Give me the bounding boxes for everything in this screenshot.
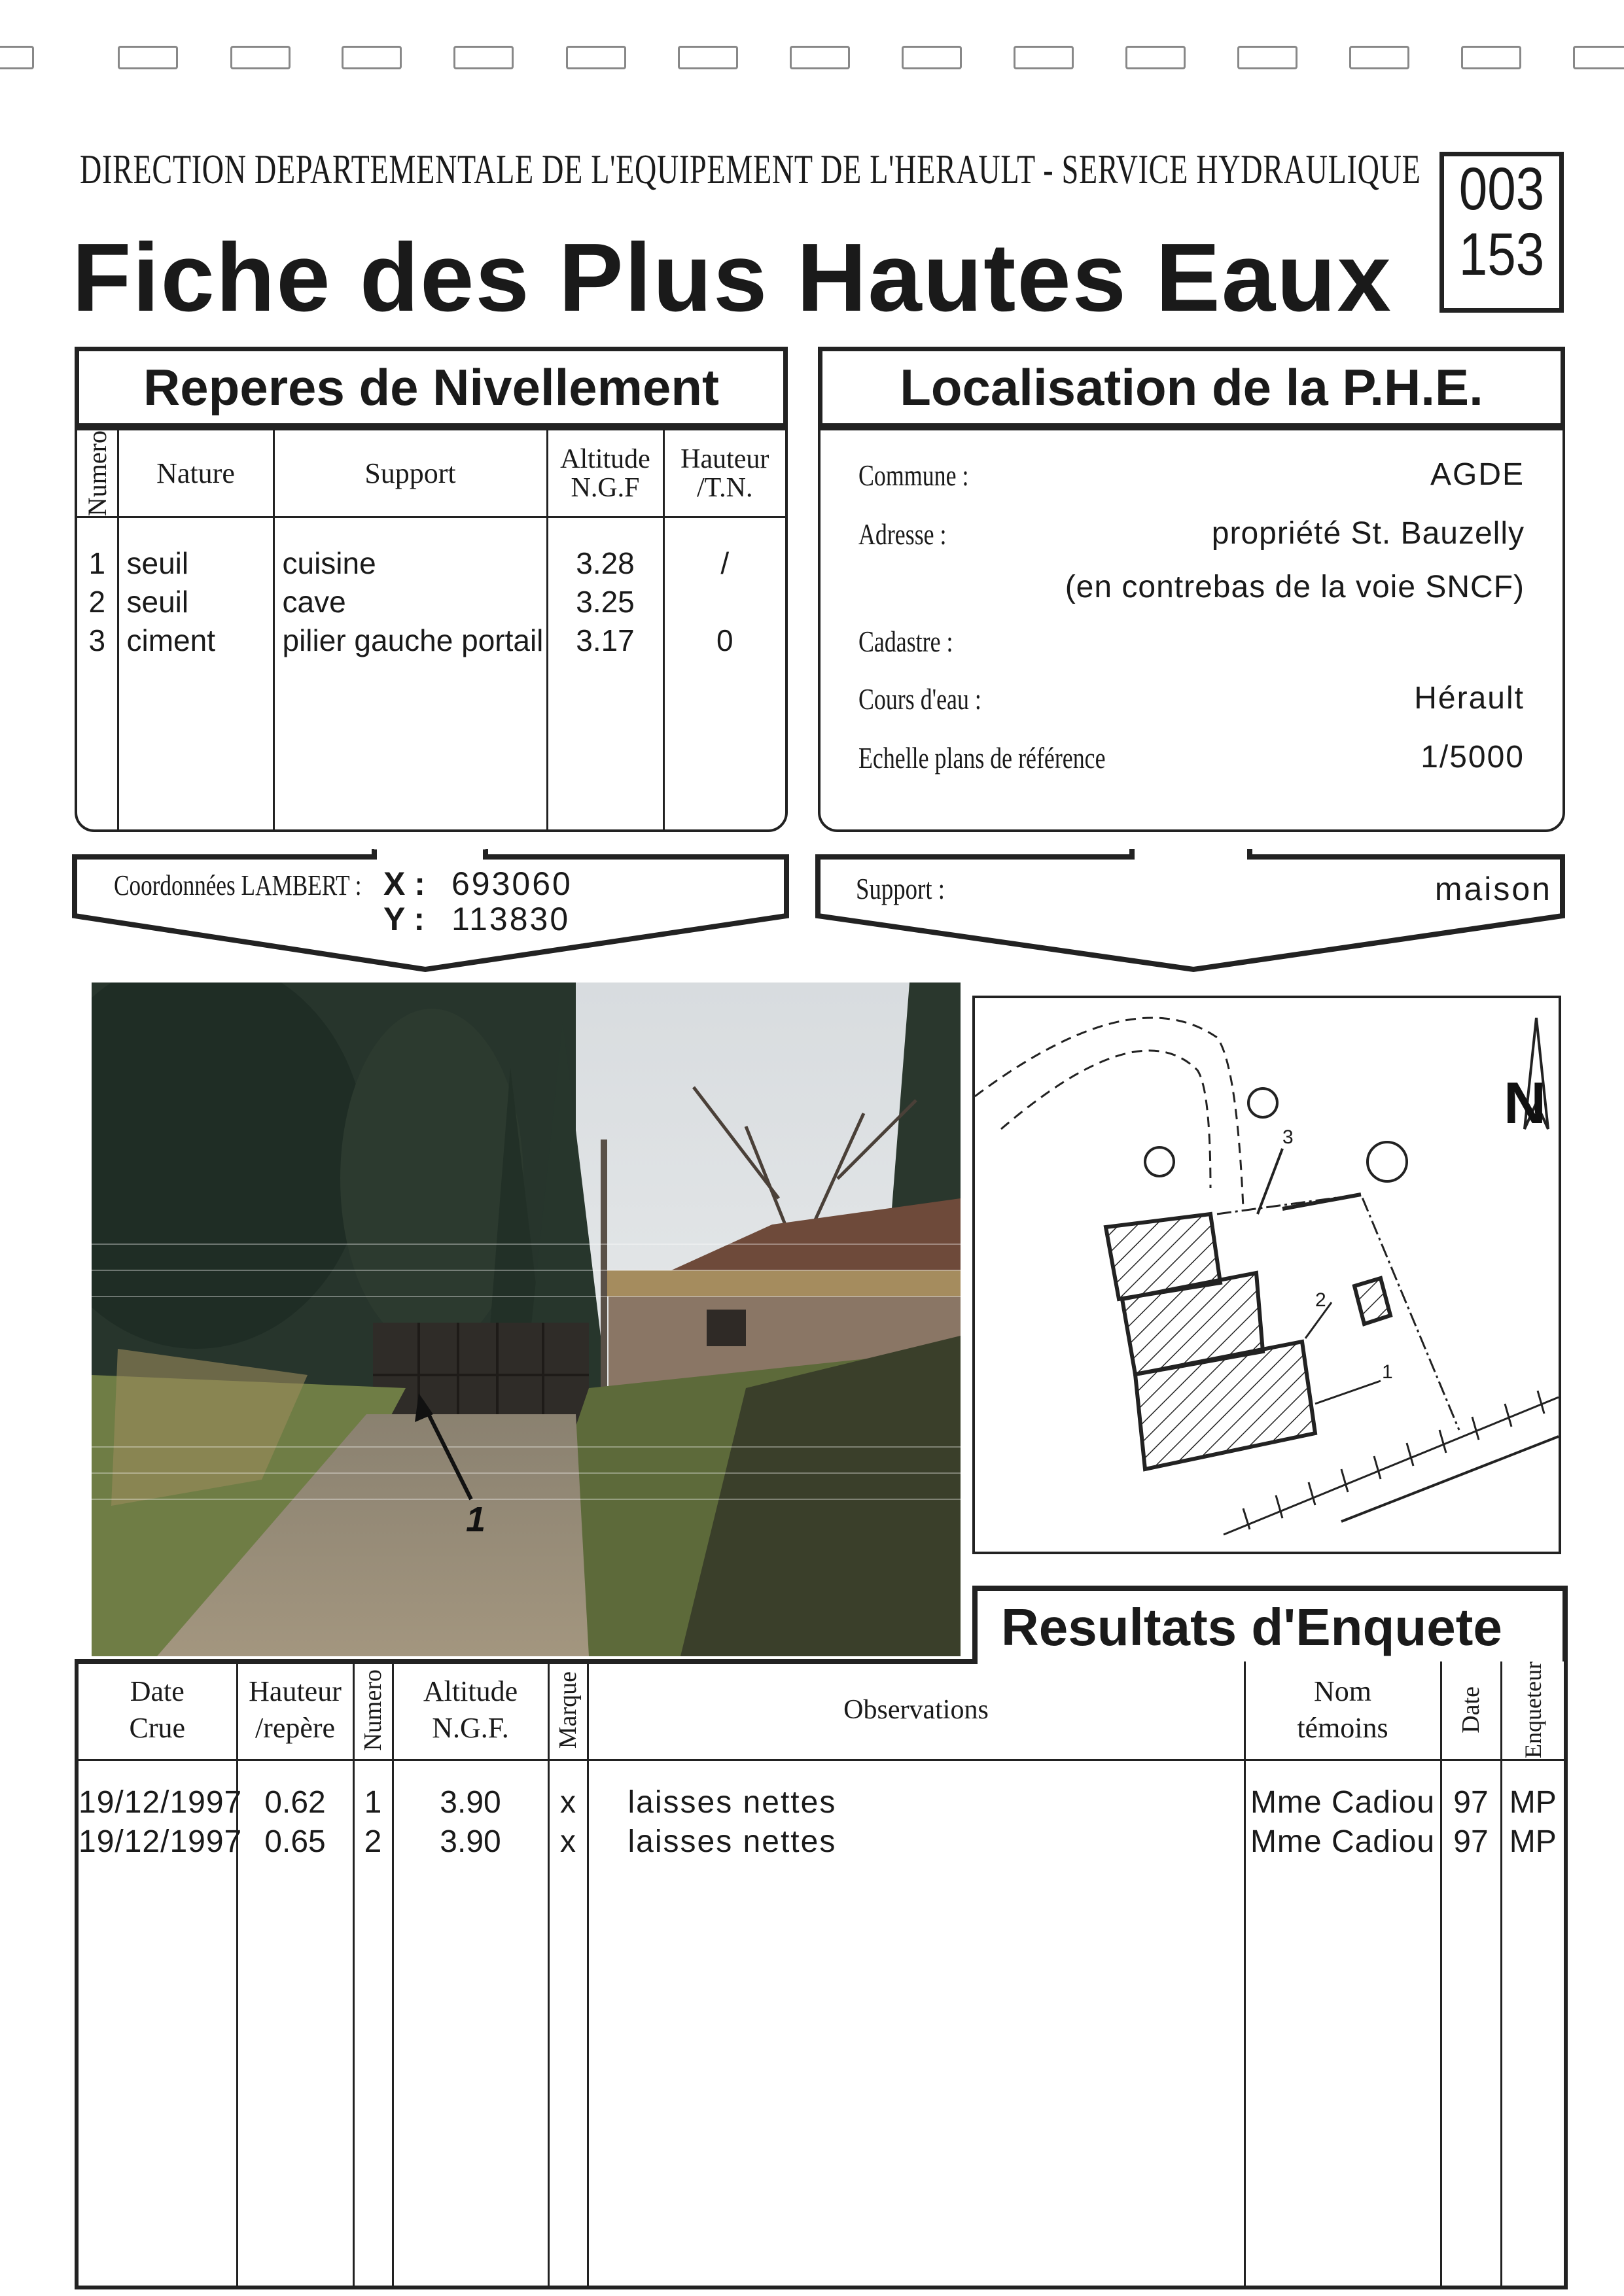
resultats-title: Resultats d'Enquete <box>1001 1598 1502 1656</box>
res-header-nom: Nom témoins <box>1244 1661 1441 1760</box>
echelle-label: Echelle plans de référence <box>858 741 1106 774</box>
binder-hole <box>1237 46 1297 69</box>
commune-label: Commune : <box>858 459 969 492</box>
localisation-frame <box>818 428 1565 832</box>
site-photo <box>92 983 961 1656</box>
res-header-altitude: Altitude N.G.F. <box>393 1661 548 1760</box>
res-header-numero: Numero <box>353 1661 393 1760</box>
adresse-label: Adresse : <box>858 517 947 551</box>
res-col-date: 97 97 <box>1441 1760 1501 2286</box>
res-header-date: Date <box>1441 1661 1501 1760</box>
binder-hole <box>678 46 738 69</box>
x-label: X : <box>383 865 425 902</box>
res-col-hauteur: 0.62 0.65 <box>237 1760 353 2286</box>
site-plan-drawing <box>975 998 1559 1552</box>
plan-marker-2: 2 <box>1315 1289 1326 1311</box>
resultats-table-frame <box>75 1661 1568 2289</box>
binder-hole <box>1125 46 1186 69</box>
coords-label: Coordonnées LAMBERT : <box>114 869 362 901</box>
photo-marker-label: 1 <box>466 1500 486 1539</box>
echelle-value: 1/5000 <box>1421 740 1525 774</box>
localisation-title: Localisation de la P.H.E. <box>818 347 1565 428</box>
res-col-enqueteur: MP MP <box>1501 1760 1564 2286</box>
header-nature: Nature <box>118 430 274 517</box>
plan-marker-3: 3 <box>1282 1126 1294 1148</box>
y-value: 113830 <box>451 901 571 937</box>
page-title: Fiche des Plus Hautes Eaux <box>72 224 1392 332</box>
res-header-marque: Marque <box>548 1661 588 1760</box>
binder-hole <box>342 46 402 69</box>
res-col-observations: laisses nettes laisses nettes <box>588 1760 1244 2286</box>
col-numero: 1 2 3 <box>88 546 106 658</box>
col-nature: seuil seuil ciment <box>118 517 274 829</box>
res-col-altitude: 3.90 3.90 <box>393 1760 548 2286</box>
support-value: maison <box>1434 871 1552 907</box>
fiche-id-bottom: 153 <box>1458 221 1545 288</box>
x-value: 693060 <box>451 865 573 902</box>
coords-values <box>451 866 573 937</box>
resultats-table <box>79 1661 1564 2286</box>
binder-hole <box>790 46 850 69</box>
site-photo-illustration <box>92 983 961 1656</box>
cours-eau-value: Hérault <box>1414 681 1525 716</box>
res-header-hauteur: Hauteur /repère <box>237 1661 353 1760</box>
col-hauteur: / 0 <box>663 517 785 829</box>
reperes-table <box>77 430 785 829</box>
plan-marker-1: 1 <box>1382 1361 1393 1383</box>
header-altitude: Altitude N.G.F <box>547 430 663 517</box>
binder-hole <box>118 46 178 69</box>
res-col-nom: Mme Cadiou Mme Cadiou <box>1244 1760 1441 2286</box>
col-altitude: 3.28 3.25 3.17 <box>547 517 663 829</box>
binder-hole <box>453 46 514 69</box>
adresse-line-1: propriété St. Bauzelly <box>1211 516 1525 551</box>
binder-hole <box>0 46 34 69</box>
coords-pointer-frame <box>72 829 792 977</box>
binder-hole <box>1461 46 1521 69</box>
res-header-date-crue: Date Crue <box>79 1661 237 1760</box>
cadastre-label: Cadastre : <box>858 625 953 658</box>
binder-hole <box>1573 46 1624 69</box>
site-plan <box>972 996 1561 1554</box>
commune-value: AGDE <box>1430 457 1525 492</box>
header-hauteur: Hauteur /T.N. <box>663 430 785 517</box>
reperes-title: Reperes de Nivellement <box>75 347 788 428</box>
binder-hole <box>566 46 626 69</box>
fiche-id-box <box>1439 152 1564 313</box>
binder-hole <box>902 46 962 69</box>
coords-axis-labels <box>383 866 425 937</box>
binder-hole <box>1349 46 1409 69</box>
fiche-id-top: 003 <box>1458 156 1545 222</box>
binder-hole <box>1014 46 1074 69</box>
reperes-table-frame <box>75 428 788 832</box>
cours-eau-label: Cours d'eau : <box>858 682 981 716</box>
adresse-line-2: (en contrebas de la voie SNCF) <box>1065 570 1525 604</box>
header-support: Support <box>274 430 547 517</box>
y-label: Y : <box>383 901 425 937</box>
res-col-numero: 1 2 <box>353 1760 393 2286</box>
support-label: Support : <box>856 872 945 905</box>
binder-hole <box>230 46 291 69</box>
binder-holes <box>0 46 1624 78</box>
res-col-marque: x x <box>548 1760 588 2286</box>
res-header-enqueteur: Enqueteur <box>1501 1661 1564 1760</box>
res-header-observations: Observations <box>588 1661 1244 1760</box>
res-col-date-crue: 19/12/1997 19/12/1997 <box>79 1784 243 1859</box>
col-support: cuisine cave pilier gauche portail <box>274 517 547 829</box>
department-header: DIRECTION DEPARTEMENTALE DE L'EQUIPEMENT DE L'HERAULT - SERVICE HYDRAULIQUE <box>80 146 1421 192</box>
north-label: N <box>1504 1071 1546 1136</box>
header-numero: Numero <box>77 430 118 517</box>
